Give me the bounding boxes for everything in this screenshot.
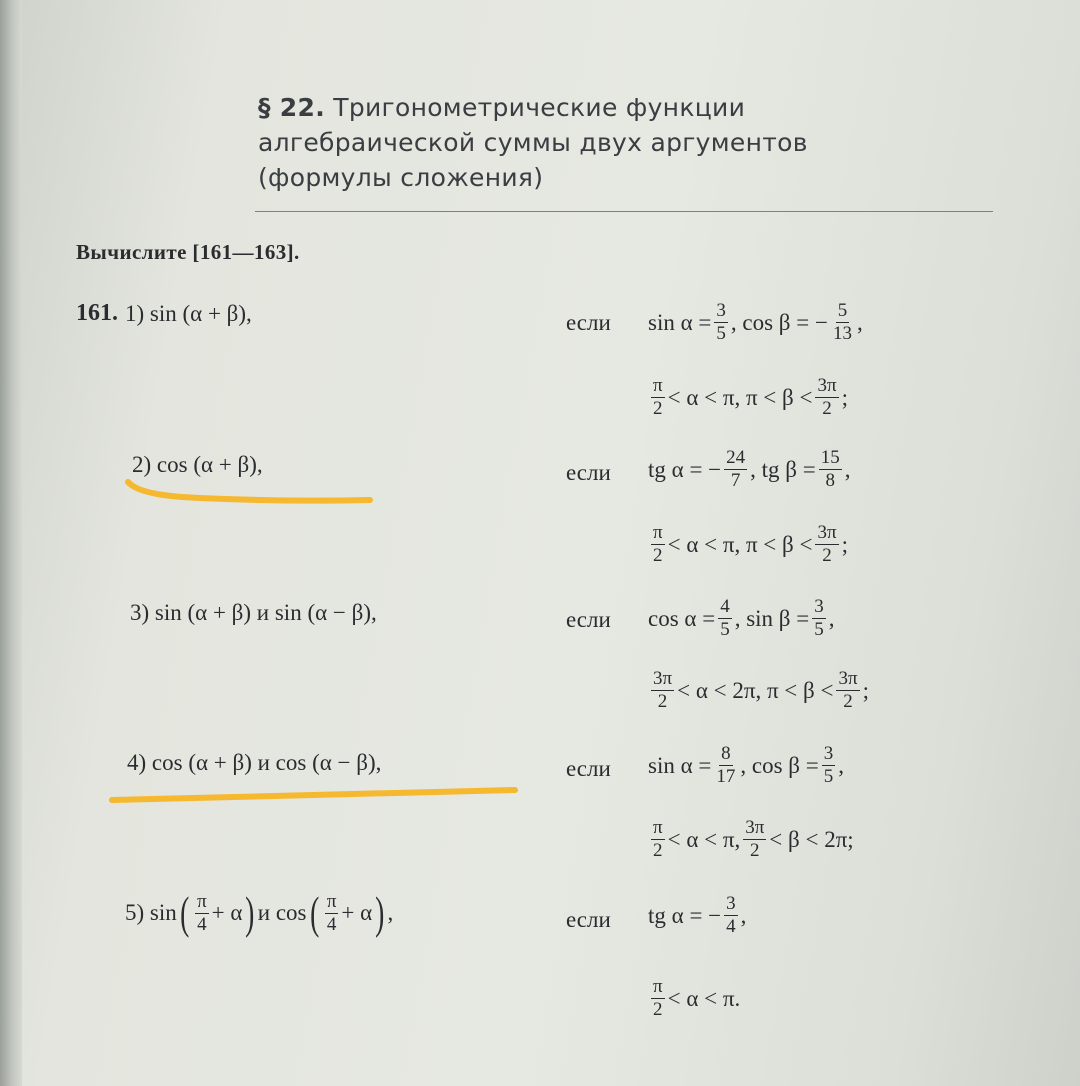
- fraction: $\frac{3\pi}{2}$: [653, 668, 673, 712]
- fraction: $\frac{8}{17}$: [716, 743, 736, 787]
- condition-word: если: [566, 907, 611, 932]
- fraction: $\frac{3\pi}{2}$: [745, 817, 765, 861]
- fraction: $\frac{3}{5}$: [716, 300, 726, 344]
- fraction: $\frac{\pi}{2}$: [653, 817, 663, 861]
- fraction: $\frac{3}{5}$: [823, 743, 834, 787]
- fraction: $\frac{\pi}{2}$: [653, 375, 663, 419]
- condition-line2: $\frac{\pi}{2}$ < α < π, $\frac{3\pi}{2}$ < β < 2π;: [653, 817, 854, 861]
- section-title-line1: Тригонометрические функции: [333, 93, 746, 122]
- fraction: $\frac{3\pi}{2}$: [817, 375, 837, 419]
- condition-word: если: [566, 310, 611, 335]
- fraction: $\frac{5}{13}$: [832, 300, 852, 344]
- fraction: $\frac{15}{8}$: [820, 447, 840, 491]
- expression: 1) sin (α + β),: [125, 300, 252, 326]
- problem-161-5: 5) sin ( $\frac{\pi}{4}$ + α ) и cos ( $\frac{\pi}{4}$ + α ) ,: [125, 887, 394, 938]
- fraction: $\frac{\pi}{2}$: [653, 976, 663, 1020]
- fraction: $\frac{\pi}{2}$: [653, 522, 663, 566]
- condition-word: если: [566, 460, 611, 485]
- instruction-text: Вычислите [161—163].: [76, 240, 300, 264]
- condition-line2: $\frac{\pi}{2}$ < α < π, π < β < $\frac{3\pi}{2}$ ;: [653, 375, 848, 419]
- fraction: $\frac{24}{7}$: [726, 447, 746, 491]
- right-paren: ): [245, 887, 255, 938]
- fraction: $\frac{\pi}{4}$: [197, 890, 207, 935]
- condition-line2: $\frac{\pi}{2}$ < α < π.: [653, 976, 741, 1020]
- fraction: $\frac{3}{5}$: [814, 596, 824, 640]
- fraction: $\frac{3\pi}{2}$: [817, 522, 837, 566]
- highlight-underline-item4: [112, 790, 515, 800]
- section-title-line2: алгебраической суммы двух аргументов: [258, 128, 808, 157]
- condition-line2: $\frac{\pi}{2}$ < α < π, π < β < $\frac{3\pi}{2}$ ;: [653, 522, 848, 566]
- condition-line1: cos α = $\frac{4}{5}$ , sin β = $\frac{3}{5}$ ,: [648, 596, 835, 640]
- condition-line1: sin α = $\frac{3}{5}$ , cos β = − $\frac{5}{13}$ ,: [648, 300, 863, 344]
- fraction: $\frac{\pi}{4}$: [326, 890, 337, 935]
- left-paren: (: [179, 887, 190, 938]
- expression: 2) cos (α + β),: [132, 452, 263, 477]
- expression: 4) cos (α + β) и cos (α − β),: [127, 750, 382, 775]
- condition-line1: tg α = − $\frac{3}{4}$ ,: [648, 893, 747, 937]
- problem-number: 161.: [76, 300, 118, 326]
- section-number: § 22.: [258, 93, 325, 122]
- left-paren: (: [309, 887, 319, 938]
- condition-line1: tg α = − $\frac{24}{7}$ , tg β = $\frac{15}{8}$ ,: [648, 447, 851, 491]
- section-title-line3: (формулы сложения): [258, 163, 544, 192]
- expression: 3) sin (α + β) и sin (α − β),: [130, 600, 377, 625]
- condition-word: если: [566, 607, 611, 632]
- fraction: $\frac{3}{4}$: [726, 893, 736, 937]
- condition-word: если: [566, 756, 611, 781]
- condition-line2: $\frac{3\pi}{2}$ < α < 2π, π < β < $\frac{3\pi}{2}$ ;: [653, 668, 869, 712]
- condition-line1: sin α = $\frac{8}{17}$ , cos β = $\frac{3}{5}$ ,: [648, 743, 844, 787]
- fraction: $\frac{4}{5}$: [720, 596, 730, 640]
- highlight-underline-item2: [128, 482, 370, 501]
- fraction: $\frac{3\pi}{2}$: [838, 668, 858, 712]
- right-paren: ): [375, 887, 385, 938]
